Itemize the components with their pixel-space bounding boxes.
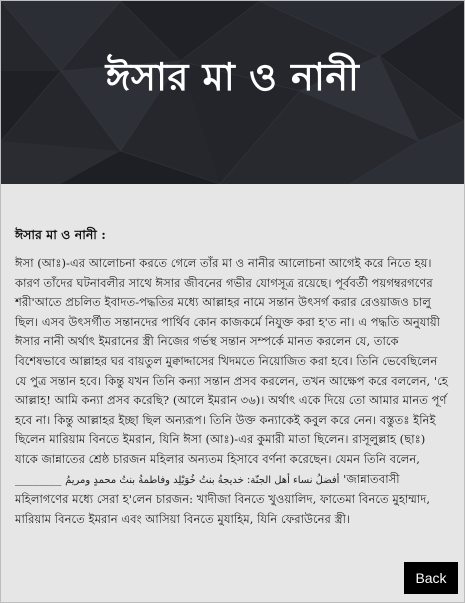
page-title: ঈসার মা ও নানী	[105, 55, 360, 99]
article-body-part1: ঈসা (আঃ)-এর আলোচনা করতে গেলে তাঁর মা ও নানীর আলোচনা আগেই করে নিতে হয়। কারণ তাঁদের ঘটনাবলীর সাথে ঈসার জীবনের গভীর যোগসূত্র রয়েছে। পূর্ববর্তী পয়গম্বরগণের শরী'আতে প্রচলিত ইবাদত-পদ্ধতির মধ্যে আল্লাহর নামে সন্তান উৎসর্গ করার রেওয়াজও চালু ছিল। এসব উৎসর্গীত সন্তানদের পার্থিব কোন কাজকর্মে নিযুক্ত করা হ'ত না। এ পদ্ধতি অনুযায়ী ঈসার নানী অর্থাৎ ইমরানের স্ত্রী নিজের গর্ভস্থ সন্তান সম্পর্কে মানত করলেন যে, তাকে বিশেষভাবে আল্লাহর ঘর বায়তুল মুক্বাদ্দাসের খিদমতে নিয়োজিত করা হবে। তিনি ভেবেছিলেন যে পুত্র সন্তান হবে। কিন্তু যখন তিনি কন্যা সন্তান প্রসব করলেন, তখন আক্ষেপ করে বললেন, 'হে আল্লাহ! আমি কন্যা প্রসব করেছি? (আলে ইমরান ৩৬)। অর্থাৎ একে দিয়ে তো আমার মানত পূর্ণ হবে না। কিন্তু আল্লাহর ইচ্ছা ছিল অন্যরূপ। তিনি উক্ত কন্যাকেই কবুল করে নেন। বস্তুতঃ ইনিই ছিলেন মারিয়াম বিনতে ইমরান, যিনি ঈসা (আঃ)-এর কুমারী মাতা ছিলেন। রাসূলুল্লাহ (ছাঃ) যাকে জান্নাতের শ্রেষ্ঠ চারজন মহিলার অন্যতম হিসাবে বর্ণনা করেছেন। যেমন তিনি বলেন, ________	[15, 256, 448, 486]
arabic-quote: أفضلُ نساء أهل الجنّة: خديجةُ بنتُ خُوَيْلِد وفاطمةُ بنتُ محمدٍ ومريمُ	[65, 474, 340, 486]
article-body-part2: 'জান্নাতবাসী মহিলাগণের মধ্যে সেরা হ'লেন চারজন: খাদীজা বিনতে খুওয়ালিদ, ফাতেমা বিনতে মুহাম্মাদ, মারিয়াম বিনতে ইমরান এবং আসিয়া বিনতে মুযাহিম, যিনি ফেরাউনের স্ত্রী।	[15, 471, 431, 526]
section-heading: ঈসার মা ও নানী :	[15, 227, 106, 242]
article-body	[15, 254, 450, 529]
article-content	[1, 184, 464, 529]
back-button[interactable]: Back	[404, 562, 458, 594]
header-banner	[1, 1, 464, 184]
